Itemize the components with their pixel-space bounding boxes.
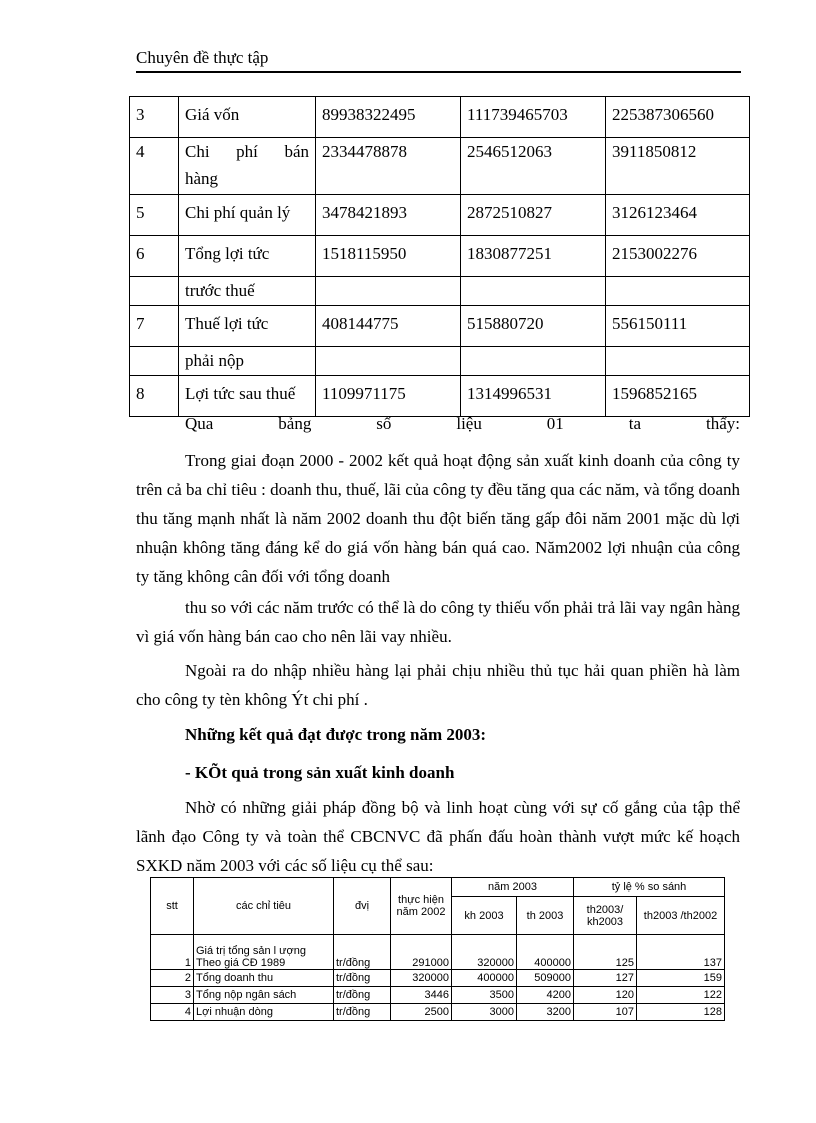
value-cell — [461, 277, 606, 306]
row-unit: tr/đồng — [334, 935, 391, 970]
row-indicator-line2: Theo giá CĐ 1989 — [196, 957, 286, 969]
row-indicator: Tổng nộp ngân sách — [194, 987, 334, 1004]
value-cell: 1109971175 — [316, 376, 461, 417]
row-value: 159 — [637, 970, 725, 987]
row-value: 137 — [637, 935, 725, 970]
results-2003-table — [150, 877, 725, 1021]
value-cell: 2153002276 — [606, 236, 750, 277]
value-cell: 2872510827 — [461, 195, 606, 236]
subsection-heading: - KÕt quả trong sản xuất kinh doanh — [185, 763, 455, 782]
value-cell: 408144775 — [316, 306, 461, 347]
row-number: 8 — [130, 376, 179, 417]
indicator-name-line1: Chi phí bán — [185, 142, 309, 161]
row-value: 122 — [637, 987, 725, 1004]
row-value: 320000 — [452, 935, 517, 970]
table-row — [151, 935, 725, 970]
value-cell — [316, 347, 461, 376]
header-year-2003: năm 2003 — [452, 878, 574, 897]
header-stt: stt — [151, 878, 194, 935]
value-cell: 515880720 — [461, 306, 606, 347]
paragraph-intro: Qua bảng số liệu 01 ta thấy: — [185, 414, 740, 433]
value-cell: 2546512063 — [461, 138, 606, 195]
row-value: 3200 — [517, 1004, 574, 1021]
table-row — [130, 236, 750, 277]
paragraph-results: Nhờ có những giải pháp đồng bộ và linh hoạt cùng với sự cố gắng của tập thể lãnh đạo Công ty và toàn thể CBCNVC đã phấn đấu hoàn thành vượt mức kế hoạch SXKD năm 2003 với các số liệu cụ thể sau: — [136, 798, 740, 875]
financial-results-table — [129, 96, 750, 417]
row-indicator-line1: Giá trị tổng sản l ượng — [196, 945, 306, 957]
header-ratio: tỷ lệ % so sánh — [574, 878, 725, 897]
row-value: 509000 — [517, 970, 574, 987]
header-ratio-plan: th2003/ kh2003 — [574, 897, 637, 935]
row-stt: 4 — [151, 1004, 194, 1021]
row-stt: 3 — [151, 987, 194, 1004]
header-divider — [136, 71, 741, 73]
paragraph-customs: Ngoài ra do nhập nhiều hàng lại phải chịu nhiều thủ tục hải quan phiền hà làm cho công ty tèn không Ýt chi phí . — [136, 661, 740, 709]
row-unit: tr/đồng — [334, 987, 391, 1004]
row-number: 7 — [130, 306, 179, 347]
row-value: 320000 — [391, 970, 452, 987]
row-value: 400000 — [517, 935, 574, 970]
table-row — [151, 1004, 725, 1021]
value-cell: 2334478878 — [316, 138, 461, 195]
table-row — [130, 138, 750, 195]
table-row — [130, 306, 750, 347]
header-done-2003: th 2003 — [517, 897, 574, 935]
indicator-name: Chi phí quản lý — [179, 195, 316, 236]
value-cell: 3478421893 — [316, 195, 461, 236]
row-stt: 1 — [151, 935, 194, 970]
page-header-title: Chuyên đề thực tập — [136, 48, 269, 67]
indicator-name-line2: hàng — [185, 169, 219, 188]
header-actual-2002: thực hiện năm 2002 — [391, 878, 452, 935]
indicator-name: phải nộp — [179, 347, 316, 376]
row-value: 3000 — [452, 1004, 517, 1021]
row-value: 291000 — [391, 935, 452, 970]
value-cell: 1596852165 — [606, 376, 750, 417]
row-number: 6 — [130, 236, 179, 277]
value-cell — [606, 277, 750, 306]
table-row — [130, 347, 750, 376]
paragraph-analysis: Trong giai đoạn 2000 - 2002 kết quả hoạt động sản xuất kinh doanh của công ty trên cả ba chỉ tiêu : doanh thu, thuế, lãi của công ty đều tăng qua các năm, và tổng doanh thu tăng mạnh nhất là năm 2002 doanh thu đột biến tăng gấp đôi năm 2001 mặc dù lợi nhuận không tăng đáng kể do giá vốn hàng bán quá cao. Năm2002 lợi nhuận của công ty tăng không cân đối với tổng doanh — [136, 451, 740, 586]
row-value: 3446 — [391, 987, 452, 1004]
row-value: 400000 — [452, 970, 517, 987]
value-cell: 111739465703 — [461, 97, 606, 138]
row-value: 2500 — [391, 1004, 452, 1021]
value-cell: 1314996531 — [461, 376, 606, 417]
row-value: 125 — [574, 935, 637, 970]
row-value: 107 — [574, 1004, 637, 1021]
row-number: 5 — [130, 195, 179, 236]
row-unit: tr/đồng — [334, 970, 391, 987]
indicator-name: Thuế lợi tức — [179, 306, 316, 347]
row-number: 3 — [130, 97, 179, 138]
row-indicator — [194, 935, 334, 970]
table-row — [151, 970, 725, 987]
paragraph-capital: thu so với các năm trước có thể là do công ty thiếu vốn phải trả lãi vay ngân hàng vì giá vốn hàng bán cao cho nên lãi vay nhiều. — [136, 598, 740, 646]
table-row — [151, 987, 725, 1004]
value-cell — [316, 277, 461, 306]
table-row — [130, 195, 750, 236]
row-indicator: Tổng doanh thu — [194, 970, 334, 987]
indicator-name: Giá vốn — [179, 97, 316, 138]
table-row — [130, 97, 750, 138]
indicator-name: Lợi tức sau thuế — [179, 376, 316, 417]
value-cell: 556150111 — [606, 306, 750, 347]
value-cell — [606, 347, 750, 376]
table-header-row — [151, 878, 725, 897]
row-number — [130, 277, 179, 306]
row-indicator: Lợi nhuận dòng — [194, 1004, 334, 1021]
row-number — [130, 347, 179, 376]
header-ratio-prev: th2003 /th2002 — [637, 897, 725, 935]
value-cell: 3126123464 — [606, 195, 750, 236]
header-plan-2003: kh 2003 — [452, 897, 517, 935]
value-cell: 225387306560 — [606, 97, 750, 138]
indicator-name: trước thuế — [179, 277, 316, 306]
header-unit: đvị — [334, 878, 391, 935]
indicator-name — [179, 138, 316, 195]
table-row — [130, 277, 750, 306]
row-value: 120 — [574, 987, 637, 1004]
row-value: 127 — [574, 970, 637, 987]
row-value: 128 — [637, 1004, 725, 1021]
value-cell: 1830877251 — [461, 236, 606, 277]
row-value: 4200 — [517, 987, 574, 1004]
value-cell: 3911850812 — [606, 138, 750, 195]
row-number: 4 — [130, 138, 179, 195]
indicator-name: Tổng lợi tức — [179, 236, 316, 277]
value-cell: 89938322495 — [316, 97, 461, 138]
value-cell: 1518115950 — [316, 236, 461, 277]
row-stt: 2 — [151, 970, 194, 987]
row-value: 3500 — [452, 987, 517, 1004]
header-indicator: các chỉ tiêu — [194, 878, 334, 935]
section-heading: Những kết quả đạt được trong năm 2003: — [185, 725, 487, 744]
row-unit: tr/đồng — [334, 1004, 391, 1021]
value-cell — [461, 347, 606, 376]
